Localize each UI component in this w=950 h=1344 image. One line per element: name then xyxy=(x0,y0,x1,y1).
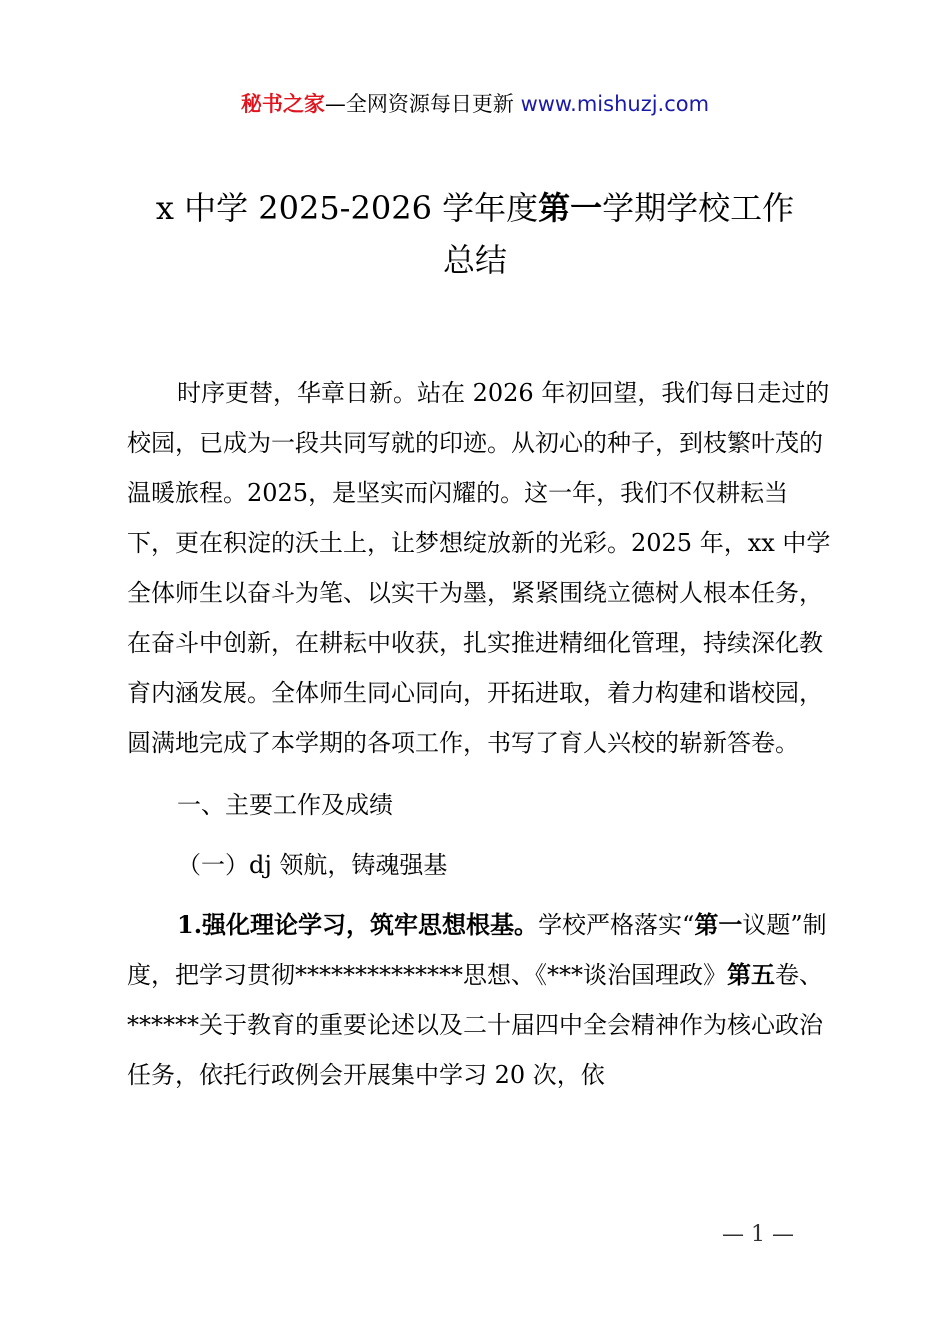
subsection-heading-1: （一）dj 领航，铸魂强基 xyxy=(177,851,448,879)
intro-paragraph: 时序更替，华章日新。站在 2026 年初回望，我们每日走过的校园，已成为一段共同写就的印迹。从初心的种子，到枝繁叶茂的温暖旅程。2025，是坚实而闪耀的。这一年，我们不仅耕耘当下，更在积淀的沃土上，让梦想绽放新的光彩。2025 年，xx 中学全体师生以奋斗为笔、以实干为墨，紧紧围绕立德树人根本任务，在奋斗中创新，在耕耘中收获，扎实推进精细化管理，持续深化教育内涵发展。全体师生同心同向，开拓进取，着力构建和谐校园，圆满地完成了本学期的各项工作，书写了育人兴校的崭新答卷。 xyxy=(127,379,831,757)
page-number: — 1 — xyxy=(722,1222,794,1247)
title-text-bold: 第一 xyxy=(538,189,603,227)
site-header xyxy=(0,88,950,118)
item-text-2: 议题”制度，把学习贯彻**************思想、《***谈治国理政》 xyxy=(127,911,827,989)
item-bold-2: 第五 xyxy=(727,960,775,989)
header-tagline: —全网资源每日更新 xyxy=(324,92,521,116)
item-text-1: 学校严格落实“ xyxy=(538,911,695,939)
brand-name: 秘书之家 xyxy=(240,92,325,116)
item-text-3: 卷、******关于教育的重要论述以及二十届四中全会精神作为核心政治任务，依托行政例会开展集中学习 20 次，依 xyxy=(127,961,823,1089)
title-text-a: x 中学 2025-2026 学年度 xyxy=(155,189,539,227)
title-line-2: 总结 xyxy=(442,241,507,279)
document-title xyxy=(120,182,830,286)
site-url-link[interactable]: www.mishuzj.com xyxy=(520,92,710,116)
section-heading-1: 一、主要工作及成绩 xyxy=(177,791,393,819)
item-lead: 1.强化理论学习，筑牢思想根基。 xyxy=(177,910,539,939)
title-line-1 xyxy=(120,182,830,234)
item-paragraph-1 xyxy=(127,900,833,1100)
title-text-b: 学期学校工作 xyxy=(602,189,795,227)
item-bold-1: 第一 xyxy=(694,910,743,939)
document-body xyxy=(127,368,833,1100)
